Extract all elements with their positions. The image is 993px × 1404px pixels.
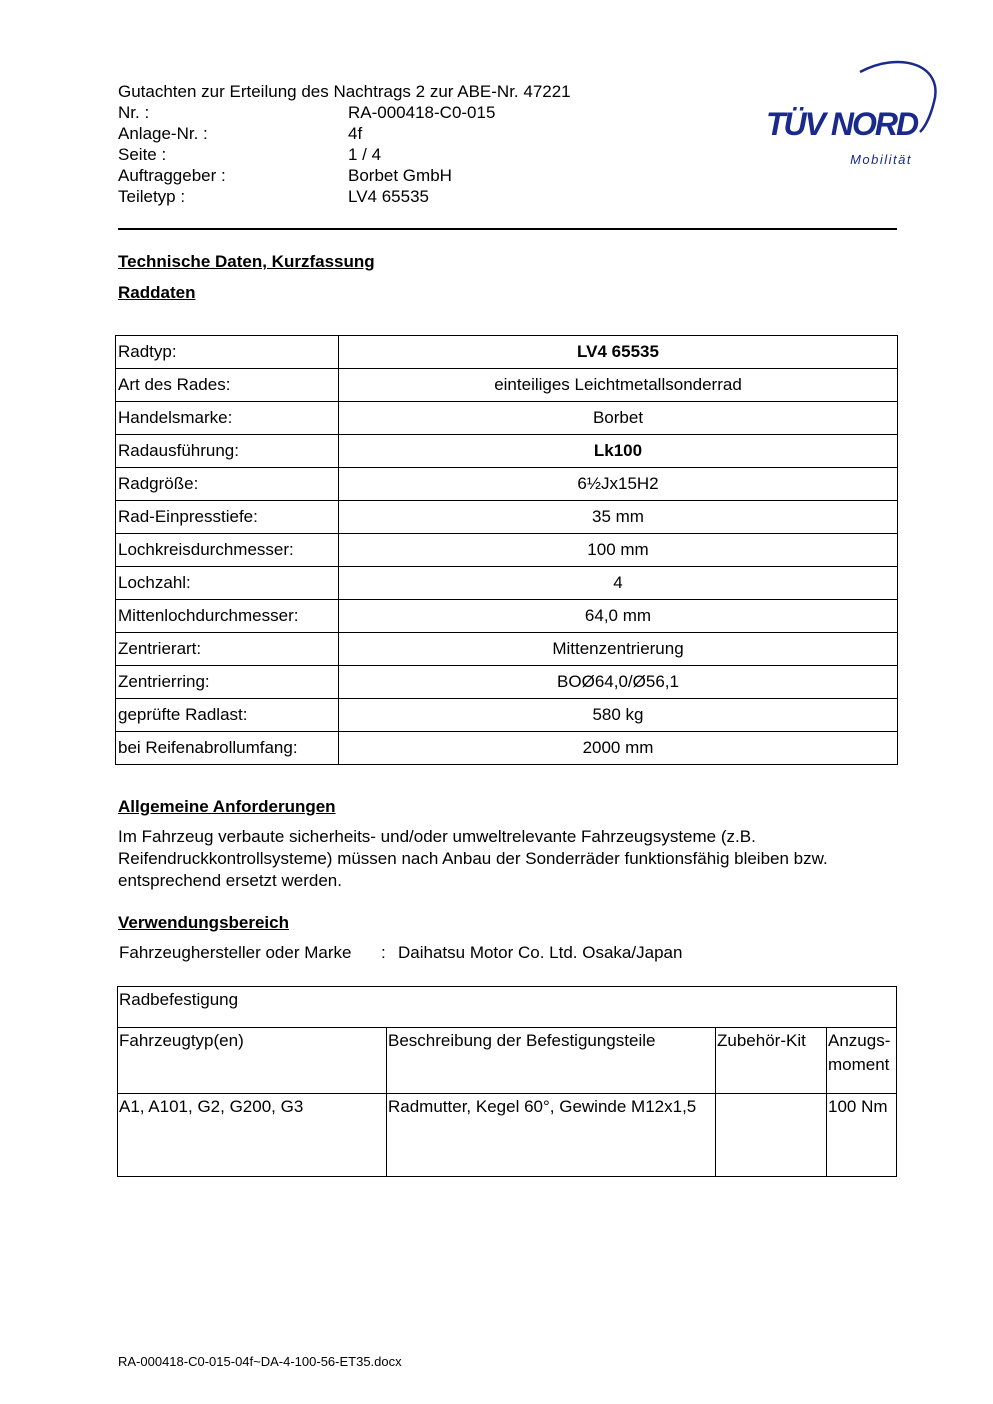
- header-divider: [118, 228, 897, 230]
- table-row: [116, 600, 898, 633]
- table-row: [116, 468, 898, 501]
- table-row: [116, 699, 898, 732]
- meta-row-client: [118, 165, 678, 186]
- meta-label: Seite :: [118, 145, 167, 164]
- wheel-value: 2000 mm: [339, 732, 898, 765]
- table-row: [116, 534, 898, 567]
- wheel-fastening-table: [117, 986, 897, 1177]
- meta-value: RA-000418-C0-015: [348, 103, 496, 122]
- wheel-value: BOØ64,0/Ø56,1: [339, 666, 898, 699]
- meta-row-page: [118, 144, 678, 165]
- column-header-accessory-kit: Zubehör-Kit: [716, 1028, 827, 1094]
- wheel-value: 580 kg: [339, 699, 898, 732]
- column-header-fastening-description: Beschreibung der Befestigungsteile: [387, 1028, 716, 1094]
- wheel-value: einteiliges Leichtmetallsonderrad: [339, 369, 898, 402]
- wheel-value: 100 mm: [339, 534, 898, 567]
- wheel-label: bei Reifenabrollumfang:: [116, 732, 339, 765]
- general-requirements-text: Im Fahrzeug verbaute sicherheits- und/oder umweltrelevante Fahrzeugsysteme (z.B. Reifendruckkontrollsysteme) müssen nach Anbau der Sonderräder funktionsfähig bleiben bzw. entsprechend ersetzt werden.: [118, 827, 828, 890]
- wheel-label: Art des Rades:: [116, 369, 339, 402]
- meta-row-number: [118, 102, 678, 123]
- table-row: [116, 732, 898, 765]
- meta-label: Nr. :: [118, 103, 150, 122]
- table-row: [116, 336, 898, 369]
- table-row: [116, 402, 898, 435]
- meta-row-part-type: [118, 186, 678, 207]
- wheel-label: Zentrierring:: [116, 666, 339, 699]
- cell-torque: 100 Nm: [827, 1094, 897, 1177]
- wheel-value: 64,0 mm: [339, 600, 898, 633]
- wheel-label: Radgröße:: [116, 468, 339, 501]
- wheel-label: Mittenlochdurchmesser:: [116, 600, 339, 633]
- meta-value: Borbet GmbH: [348, 166, 452, 185]
- column-header-torque: Anzugs- moment: [827, 1028, 897, 1094]
- heading-usage-scope: Verwendungsbereich: [118, 913, 289, 932]
- table-row: [116, 435, 898, 468]
- document-header: [118, 81, 678, 207]
- wheel-label: geprüfte Radlast:: [116, 699, 339, 732]
- column-header-vehicle-types: Fahrzeugtyp(en): [118, 1028, 387, 1094]
- manufacturer-label: Fahrzeughersteller oder Marke: [119, 943, 352, 962]
- manufacturer-value: Daihatsu Motor Co. Ltd. Osaka/Japan: [398, 943, 683, 962]
- wheel-label: Radausführung:: [116, 435, 339, 468]
- table-header-row: [118, 1028, 897, 1094]
- meta-value: 1 / 4: [348, 145, 382, 164]
- table-row: [116, 633, 898, 666]
- tuv-nord-logo: [762, 56, 942, 171]
- wheel-value: LV4 65535: [339, 336, 898, 369]
- wheel-value: Borbet: [339, 402, 898, 435]
- wheel-label: Zentrierart:: [116, 633, 339, 666]
- manufacturer-row: [119, 943, 682, 963]
- wheel-label: Lochkreisdurchmesser:: [116, 534, 339, 567]
- heading-wheel-data: Raddaten: [118, 283, 196, 302]
- document-title: Gutachten zur Erteilung des Nachtrags 2 zur ABE-Nr. 47221: [118, 82, 571, 101]
- wheel-label: Lochzahl:: [116, 567, 339, 600]
- wheel-data-table: [115, 335, 898, 765]
- wheel-label: Rad-Einpresstiefe:: [116, 501, 339, 534]
- meta-value: LV4 65535: [348, 187, 429, 206]
- heading-general-requirements: Allgemeine Anforderungen: [118, 797, 336, 816]
- meta-value: 4f: [348, 124, 363, 143]
- wheel-value: 4: [339, 567, 898, 600]
- table-row: [118, 1094, 897, 1177]
- meta-label: Teiletyp :: [118, 187, 186, 206]
- meta-label: Anlage-Nr. :: [118, 124, 208, 143]
- meta-label: Auftraggeber :: [118, 166, 226, 185]
- wheel-label: Radtyp:: [116, 336, 339, 369]
- wheel-value: 35 mm: [339, 501, 898, 534]
- table-title-row: [118, 987, 897, 1028]
- cell-vehicle-types: A1, A101, G2, G200, G3: [118, 1094, 387, 1177]
- wheel-value: Mittenzentrierung: [339, 633, 898, 666]
- heading-technical-data: Technische Daten, Kurzfassung: [118, 252, 375, 271]
- table-row: [116, 567, 898, 600]
- logo-subtitle: Mobilität: [850, 152, 912, 167]
- wheel-label: Handelsmarke:: [116, 402, 339, 435]
- fastening-title: Radbefestigung: [118, 987, 897, 1028]
- table-row: [116, 369, 898, 402]
- table-row: [116, 501, 898, 534]
- wheel-value: Lk100: [339, 435, 898, 468]
- logo-brand: TÜV NORD: [766, 106, 918, 142]
- footer-filename: RA-000418-C0-015-04f~DA-4-100-56-ET35.docx: [118, 1354, 402, 1369]
- table-row: [116, 666, 898, 699]
- cell-fastening-description: Radmutter, Kegel 60°, Gewinde M12x1,5: [387, 1094, 716, 1177]
- cell-accessory-kit: [716, 1094, 827, 1177]
- wheel-value: 6½Jx15H2: [339, 468, 898, 501]
- manufacturer-colon: :: [381, 943, 386, 962]
- meta-row-attachment: [118, 123, 678, 144]
